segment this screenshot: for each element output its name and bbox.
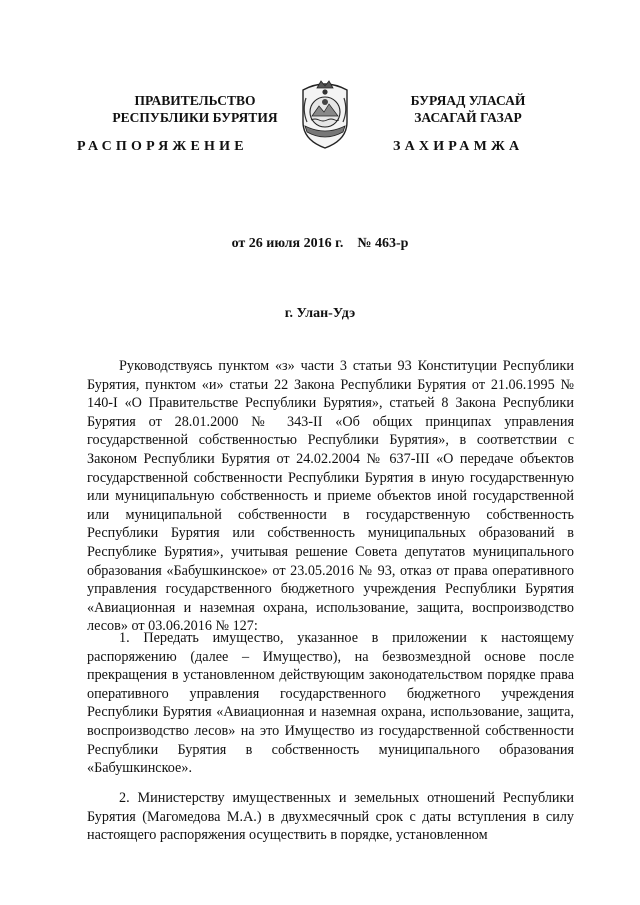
doc-type-buryat: ЗАХИРАМЖА <box>393 139 524 154</box>
header-left-line1: ПРАВИТЕЛЬСТВО <box>134 93 256 108</box>
order-item-2: 2. Министерству имущественных и земельных отношений Республики Бурятия (Магомедова М.А.) в двухмесячный срок с даты вступления в силу настоящего распоряжения осуществить в порядке, установленном <box>87 790 574 844</box>
header-right-line2: ЗАСАГАЙ ГАЗАР <box>414 110 522 125</box>
header-left-org <box>95 92 295 126</box>
document-date-number <box>0 236 640 252</box>
document-date: от 26 июля 2016 г. <box>231 236 344 251</box>
order-item-1: 1. Передать имущество, указанное в приложении к настоящему распоряжению (далее – Имущество), на безвозмездной основе после прекращения в установленном действующим законодательством порядке права оперативного управления государственного бюджетного учреждения Республики Бурятия «Авиационная и наземная охрана, использование, защита, воспроизводство лесов» на это Имущество из государственной собственности Республики Бурятия в собственность муниципального образования «Бабушкинское». <box>87 630 574 777</box>
header-right-line1: БУРЯАД УЛАСАЙ <box>410 93 526 108</box>
republic-coat-of-arms-icon <box>297 78 353 150</box>
header-left-line2: РЕСПУБЛИКИ БУРЯТИЯ <box>112 110 278 125</box>
header-right-org <box>368 92 568 126</box>
document-number: № 463-р <box>357 236 409 251</box>
preamble-paragraph: Руководствуясь пунктом «з» части 3 статьи 93 Конституции Республики Бурятия, пунктом «и» статьи 22 Закона Республики Бурятия от 21.06.1995 № 140-I «О Правительстве Республики Бурятия», статьей 8 Закона Республики Бурятия от 28.01.2000 № 343-II «Об общих принципах управления государственной собственностью Республики Бурятия», в соответствии с Законом Республики Бурятия от 24.02.2004 № 637-III «О передаче объектов государственной собственности Республики Бурятия в иную государственную или муниципальную собственность и приеме объектов иной государственной или муниципальной собственности в государственную собственность Республики Бурятия или собственность муниципальных образований в Республике Бурятия», учитывая решение Совета депутатов муниципального образования «Бабушкинское» от 23.05.2016 № 93, отказ от права оперативного управления государственного бюджетного учреждения Республики Бурятия «Авиационная и наземная охрана, использование, защита, воспроизводство лесов» от 03.06.2016 № 127: <box>87 358 574 635</box>
doc-type-russian: РАСПОРЯЖЕНИЕ <box>77 139 248 154</box>
document-city: г. Улан-Удэ <box>284 306 356 321</box>
